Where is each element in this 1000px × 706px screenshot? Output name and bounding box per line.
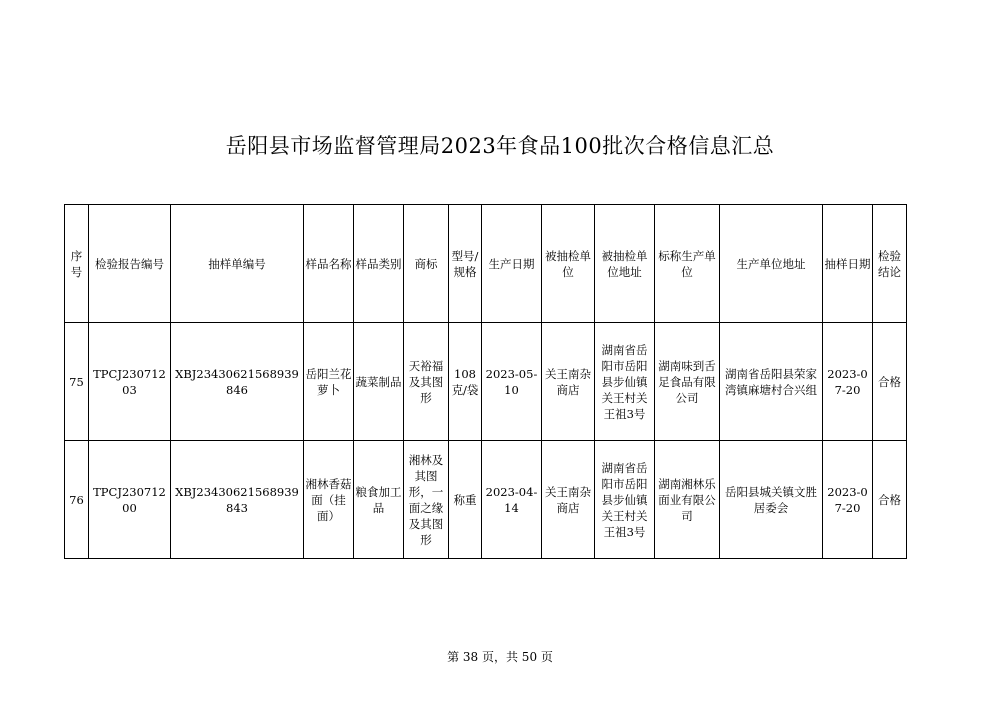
table-cell: 2023-07-20 — [823, 323, 873, 441]
table-cell: 湘林及其图形，一面之缘及其图形 — [404, 441, 449, 559]
column-header: 标称生产单位 — [655, 205, 720, 323]
table-cell: 合格 — [873, 441, 907, 559]
column-header: 被抽检单位 — [542, 205, 595, 323]
table-cell: TPCJ23071200 — [89, 441, 171, 559]
table-cell: 岳阳兰花萝卜 — [304, 323, 354, 441]
column-header: 被抽检单位地址 — [595, 205, 655, 323]
page-footer: 第 38 页，共 50 页 — [447, 650, 553, 664]
table-cell: 湘林香菇面（挂面） — [304, 441, 354, 559]
column-header: 生产单位地址 — [720, 205, 823, 323]
table-cell: 2023-05-10 — [482, 323, 542, 441]
column-header: 生产日期 — [482, 205, 542, 323]
column-header: 检验结论 — [873, 205, 907, 323]
column-header: 商标 — [404, 205, 449, 323]
column-header: 抽样日期 — [823, 205, 873, 323]
table-header — [65, 205, 907, 323]
table-cell: 湖南湘林乐面业有限公司 — [655, 441, 720, 559]
table-cell: 天裕福及其图形 — [404, 323, 449, 441]
table-cell: 湖南味到舌足食品有限公司 — [655, 323, 720, 441]
table-cell: 湖南省岳阳市岳阳县步仙镇关王村关王祖3号 — [595, 323, 655, 441]
table-cell: 湖南省岳阳县荣家湾镇麻塘村合兴组 — [720, 323, 823, 441]
column-header: 样品名称 — [304, 205, 354, 323]
column-header: 样品类别 — [354, 205, 404, 323]
table-cell: TPCJ23071203 — [89, 323, 171, 441]
table-cell: 75 — [65, 323, 89, 441]
table-row — [65, 323, 907, 441]
table-cell: 称重 — [449, 441, 482, 559]
table-cell: 2023-07-20 — [823, 441, 873, 559]
table-cell: 岳阳县城关镇文胜居委会 — [720, 441, 823, 559]
table-cell: 关王南杂商店 — [542, 323, 595, 441]
table-cell: 76 — [65, 441, 89, 559]
table-cell: XBJ23430621568939846 — [171, 323, 304, 441]
table-cell: 蔬菜制品 — [354, 323, 404, 441]
column-header: 序号 — [65, 205, 89, 323]
results-table — [64, 204, 907, 559]
table-cell: 关王南杂商店 — [542, 441, 595, 559]
table-cell: 2023-04-14 — [482, 441, 542, 559]
table-row — [65, 441, 907, 559]
page-title: 岳阳县市场监督管理局2023年食品100批次合格信息汇总 — [225, 134, 775, 158]
table-cell: 合格 — [873, 323, 907, 441]
table-cell: 湖南省岳阳市岳阳县步仙镇关王村关王祖3号 — [595, 441, 655, 559]
column-header: 抽样单编号 — [171, 205, 304, 323]
table-cell: XBJ23430621568939843 — [171, 441, 304, 559]
table-cell: 108克/袋 — [449, 323, 482, 441]
column-header: 型号/规格 — [449, 205, 482, 323]
table-cell: 粮食加工品 — [354, 441, 404, 559]
column-header: 检验报告编号 — [89, 205, 171, 323]
